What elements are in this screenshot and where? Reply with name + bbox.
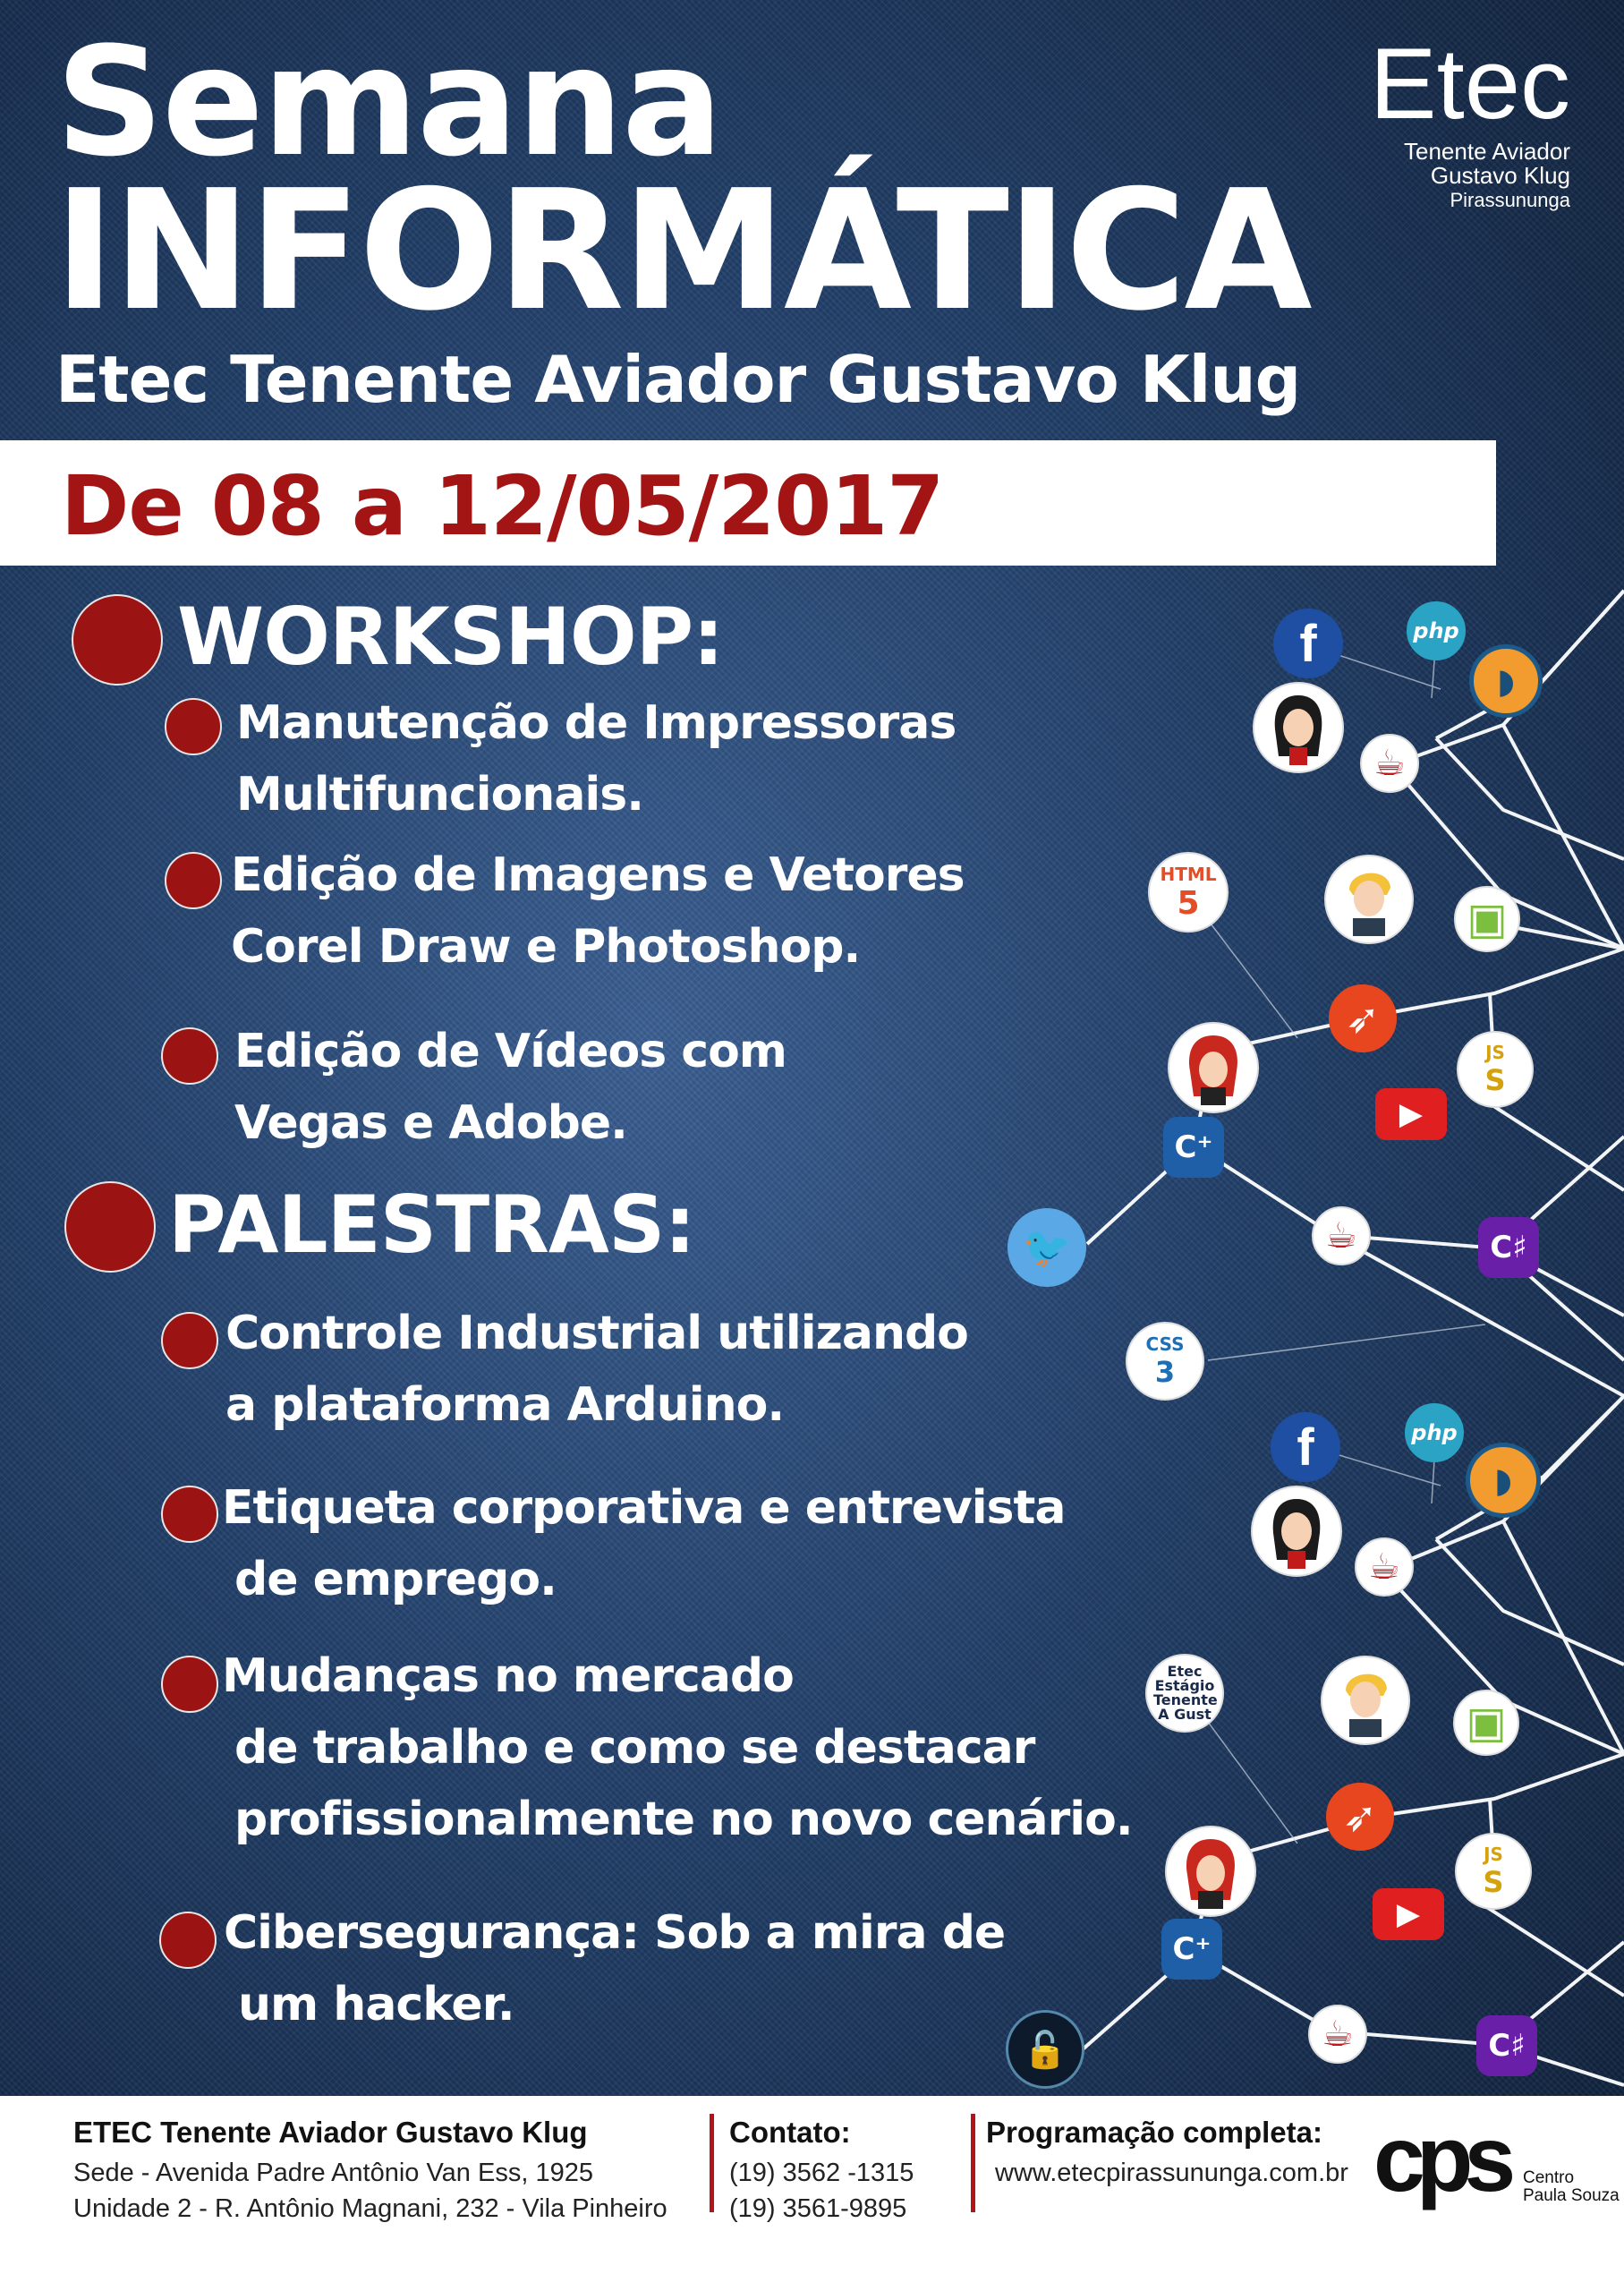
palestras-item-3-line2: de trabalho e como se destacar (234, 1721, 1035, 1775)
avatar-man-blond-icon (1324, 855, 1414, 944)
cpp-icon: C⁺ (1163, 1117, 1224, 1178)
footer (0, 2096, 1624, 2291)
avatar-man-blond-icon (1321, 1656, 1410, 1745)
youtube-icon: ▶ (1373, 1888, 1444, 1940)
padlock-icon: 🔓 (1006, 2010, 1084, 2089)
cps-caption-line1: Centro (1523, 2168, 1575, 2187)
palestras-item-bullet (161, 1656, 218, 1713)
android-icon: ▣ (1453, 1690, 1519, 1756)
title-semana: Semana (55, 14, 722, 190)
workshop-heading-bullet (72, 594, 163, 686)
etec-estagio-logo (1145, 1654, 1224, 1733)
palestras-item-1-line2: a plataforma Arduino. (225, 1378, 785, 1432)
avatar-woman-dark-hair-icon (1253, 682, 1344, 773)
java-icon: ☕ (1312, 1206, 1371, 1265)
workshop-item-1-line2: Multifuncionais. (236, 768, 643, 822)
school-name-title: Etec Tenente Aviador Gustavo Klug (55, 342, 1301, 417)
footer-address-1: Sede - Avenida Padre Antônio Van Ess, 1925 (73, 2159, 593, 2187)
javascript-icon-label: JS (1485, 1042, 1505, 1063)
etec-estagio-logo-text: Etec Estágio Tenente A Gust (1153, 1663, 1218, 1723)
csharp-icon: C♯ (1478, 1217, 1539, 1278)
cps-caption-line2: Paula Souza (1523, 2186, 1620, 2205)
footer-website[interactable]: www.etecpirassununga.com.br (995, 2159, 1348, 2187)
javascript-icon: JS S (1457, 1031, 1534, 1108)
swift-icon: ➶ (1329, 984, 1397, 1052)
palestras-item-bullet (161, 1486, 218, 1543)
palestras-item-3-line3: profissionalmente no novo cenário. (234, 1793, 1133, 1846)
mysql-icon: ◗ (1466, 1443, 1541, 1518)
palestras-item-bullet (161, 1312, 218, 1369)
php-icon (1405, 1403, 1464, 1462)
etec-logo-line2: Gustavo Klug (1430, 162, 1570, 190)
youtube-icon: ▶ (1375, 1088, 1447, 1140)
workshop-item-bullet (165, 852, 222, 909)
swift-icon: ➶ (1326, 1783, 1394, 1851)
workshop-item-3-line1: Edição de Vídeos com (234, 1025, 786, 1078)
avatar-woman-red-hair-icon (1165, 1826, 1256, 1917)
footer-address-2: Unidade 2 - R. Antônio Magnani, 232 - Vila Pinheiro (73, 2194, 667, 2223)
android-icon: ▣ (1454, 886, 1520, 952)
csharp-icon: C♯ (1476, 2015, 1537, 2076)
cpp-icon: C⁺ (1161, 1919, 1222, 1980)
workshop-item-bullet (161, 1027, 218, 1085)
palestras-item-2-line2: de emprego. (234, 1553, 557, 1606)
footer-divider (710, 2114, 714, 2212)
footer-program-title: Programação completa: (986, 2116, 1322, 2149)
footer-program-block (986, 2116, 1348, 2191)
palestras-item-4-line1: Cibersegurança: Sob a mira de (224, 1906, 1006, 1960)
footer-phone-2: (19) 3561-9895 (729, 2194, 907, 2223)
palestras-item-bullet (159, 1912, 217, 1969)
title-informatica: INFORMÁTICA (54, 154, 1310, 347)
php-icon-label: php (1411, 1420, 1458, 1445)
css3-icon-label: CSS (1145, 1333, 1185, 1355)
cps-logo-text: cps (1373, 2114, 1508, 2211)
twitter-icon: 🐦 (1008, 1208, 1086, 1287)
mysql-icon: ◗ (1469, 644, 1543, 718)
java-icon: ☕ (1355, 1537, 1414, 1597)
etec-logo-line3: Pirassununga (1450, 188, 1570, 211)
palestras-item-4-line2: um hacker. (238, 1978, 514, 2031)
avatar-woman-dark-hair-icon (1251, 1486, 1342, 1577)
java-icon: ☕ (1360, 734, 1419, 793)
palestras-item-1-line1: Controle Industrial utilizando (225, 1307, 968, 1360)
footer-contact-title: Contato: (729, 2116, 851, 2149)
workshop-item-bullet (165, 698, 222, 755)
javascript-icon-label: JS (1484, 1844, 1503, 1865)
event-date: De 08 a 12/05/2017 (61, 458, 944, 554)
etec-logo-name: Etec (1369, 28, 1570, 140)
etec-logo (1369, 28, 1570, 212)
avatar-woman-red-hair-icon (1168, 1022, 1259, 1113)
palestras-item-2-line1: Etiqueta corporativa e entrevista (222, 1481, 1066, 1535)
workshop-heading: WORKSHOP: (177, 591, 724, 683)
html5-icon: HTML 5 (1148, 852, 1229, 933)
etec-logo-line1: Tenente Aviador (1404, 138, 1570, 165)
footer-contact-block (729, 2116, 914, 2227)
css3-icon: CSS 3 (1126, 1322, 1204, 1401)
footer-address-block (73, 2116, 667, 2227)
workshop-item-3-line2: Vegas e Adobe. (234, 1096, 627, 1150)
java-icon: ☕ (1308, 2005, 1367, 2064)
facebook-icon: f (1271, 1412, 1340, 1482)
palestras-heading: PALESTRAS: (168, 1179, 695, 1271)
footer-divider (971, 2114, 975, 2212)
php-icon (1407, 601, 1466, 660)
palestras-item-3-line1: Mudanças no mercado (222, 1649, 794, 1703)
workshop-item-2-line2: Corel Draw e Photoshop. (231, 920, 861, 974)
javascript-icon: JS S (1455, 1833, 1532, 1910)
footer-phone-1: (19) 3562 -1315 (729, 2159, 914, 2187)
workshop-item-2-line1: Edição de Imagens e Vetores (231, 848, 965, 902)
date-band (0, 440, 1496, 566)
cps-logo (1373, 2114, 1526, 2221)
palestras-heading-bullet (64, 1181, 156, 1273)
html5-icon-label: HTML (1160, 863, 1217, 885)
workshop-item-1-line1: Manutenção de Impressoras (236, 696, 957, 750)
facebook-icon: f (1273, 609, 1343, 678)
cps-caption (1523, 2169, 1620, 2205)
php-icon-label: php (1413, 618, 1459, 643)
footer-school-title: ETEC Tenente Aviador Gustavo Klug (73, 2116, 588, 2149)
